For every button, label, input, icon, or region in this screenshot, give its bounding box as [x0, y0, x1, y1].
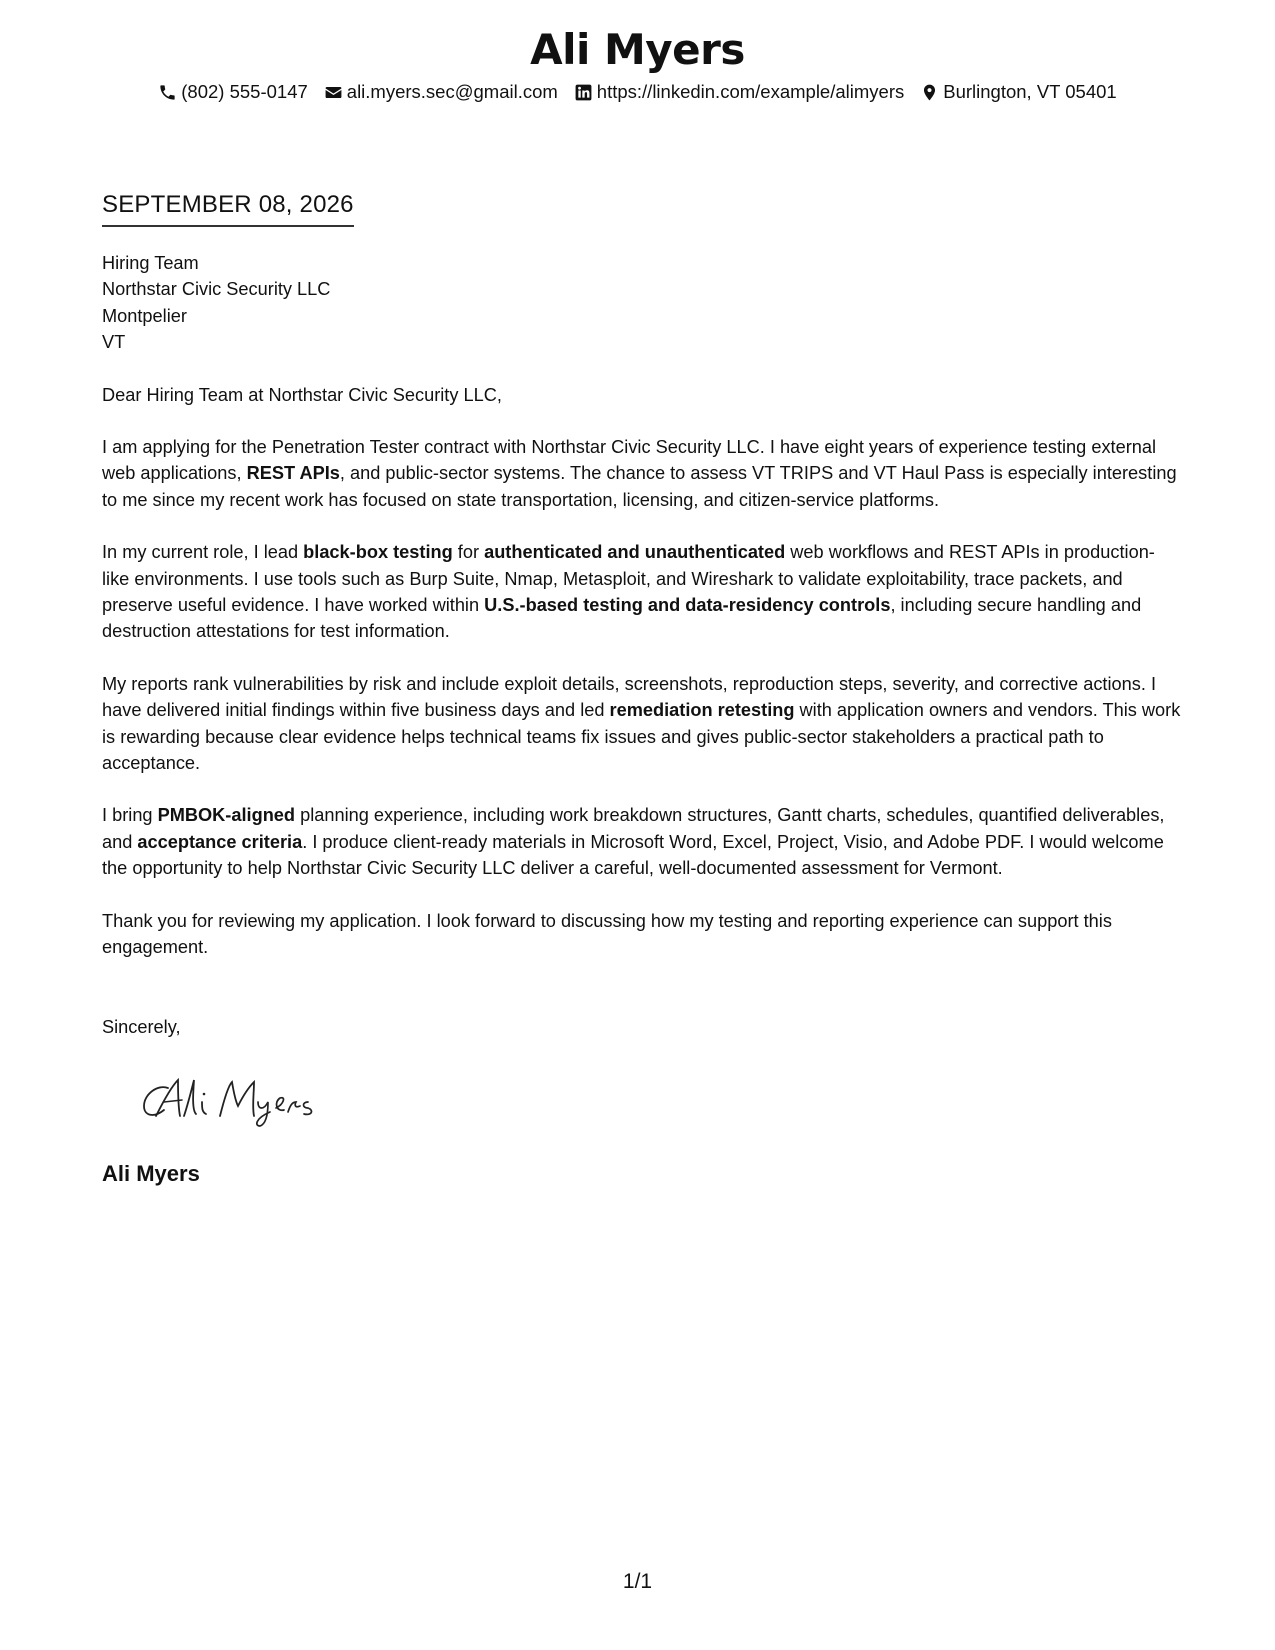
- text-run: . I produce client-ready materials in Microsoft Word, Excel, Project, Visio, and Adobe PDF. I would welcome the opportunity to help Northstar Civic Security LLC deliver a careful, well-documented assessment for Vermont.: [102, 831, 1164, 879]
- body-paragraph-5: [102, 908, 1182, 961]
- text-run: for: [452, 542, 485, 563]
- recipient-line: Montpelier: [102, 305, 187, 326]
- page-number: 1/1: [622, 1570, 653, 1593]
- body-paragraph-3: [102, 671, 1182, 777]
- emphasis-text: REST APIs: [246, 463, 340, 484]
- letter-body: [102, 250, 1182, 1041]
- recipient-line: Northstar Civic Security LLC: [102, 279, 331, 300]
- salutation: Dear Hiring Team at Northstar Civic Security LLC,: [102, 384, 502, 405]
- contact-linkedin[interactable]: [574, 80, 904, 104]
- closing: Sincerely,: [102, 1017, 181, 1038]
- contact-bar: [0, 80, 1275, 104]
- text-run: , including secure handling and destruction attestations for test information.: [102, 595, 1142, 642]
- contact-phone-text: (802) 555-0147: [181, 81, 308, 102]
- text-run: Thank you for reviewing my application. I look forward to discussing how my testing and reporting experience can support this engagement.: [102, 910, 1112, 958]
- emphasis-text: authenticated and unauthenticated: [484, 542, 786, 563]
- contact-location-text: Burlington, VT 05401: [943, 81, 1117, 102]
- contact-email-text: ali.myers.sec@gmail.com: [346, 81, 558, 102]
- emphasis-text: U.S.-based testing and data-residency controls: [484, 595, 891, 615]
- text-run: My reports rank vulnerabilities by risk and include exploit details, screenshots, reproduction steps, severity, and corrective actions. I have delivered initial findings within five business days and led: [102, 673, 1157, 721]
- text-run: with application owners and vendors. This work is rewarding because clear evidence helps technical teams fix issues and gives public-sector stakeholders a practical path to acceptance.: [102, 700, 1181, 774]
- text-run: I bring: [102, 805, 158, 826]
- emphasis-text: PMBOK-aligned: [157, 805, 296, 826]
- applicant-name: Ali Myers: [530, 25, 745, 74]
- envelope-icon: [324, 83, 343, 102]
- handwritten-signature: [138, 1070, 338, 1130]
- recipient-block: [102, 250, 1182, 356]
- signer-name: Ali Myers: [102, 1161, 200, 1186]
- emphasis-text: black-box testing: [303, 542, 453, 563]
- phone-icon: [158, 83, 177, 102]
- map-pin-icon: [920, 83, 939, 102]
- text-run: , and public-sector systems. The chance to assess VT TRIPS and VT Haul Pass is especially interesting to me since my recent work has focused on state transportation, licensing, and citizen-service platforms.: [102, 463, 1177, 510]
- text-run: I am applying for the Penetration Tester contract with Northstar Civic Security LLC. I have eight years of experience testing external web applications,: [102, 436, 1157, 484]
- body-paragraph-2: [102, 539, 1182, 645]
- linkedin-icon: [574, 83, 593, 102]
- text-run: web workflows and REST APIs in production-like environments. I use tools such as Burp Suite, Nmap, Metasploit, and Wireshark to validate exploitability, trace packets, and preserve useful evidence. I have worked within: [102, 542, 1155, 615]
- letter-date: SEPTEMBER 08, 2026: [102, 190, 354, 227]
- text-run: In my current role, I lead: [102, 542, 304, 563]
- contact-email[interactable]: [324, 80, 558, 104]
- recipient-line: Hiring Team: [102, 253, 199, 273]
- contact-phone: [158, 80, 308, 104]
- contact-location: [920, 80, 1116, 104]
- contact-linkedin-text: https://linkedin.com/example/alimyers: [596, 81, 905, 102]
- body-paragraph-4: [102, 802, 1182, 881]
- emphasis-text: acceptance criteria: [137, 831, 303, 852]
- recipient-line: VT: [102, 332, 126, 353]
- body-paragraph-1: [102, 434, 1182, 513]
- emphasis-text: remediation retesting: [609, 700, 795, 721]
- text-run: planning experience, including work breakdown structures, Gantt charts, schedules, quantified deliverables, and: [102, 805, 1165, 852]
